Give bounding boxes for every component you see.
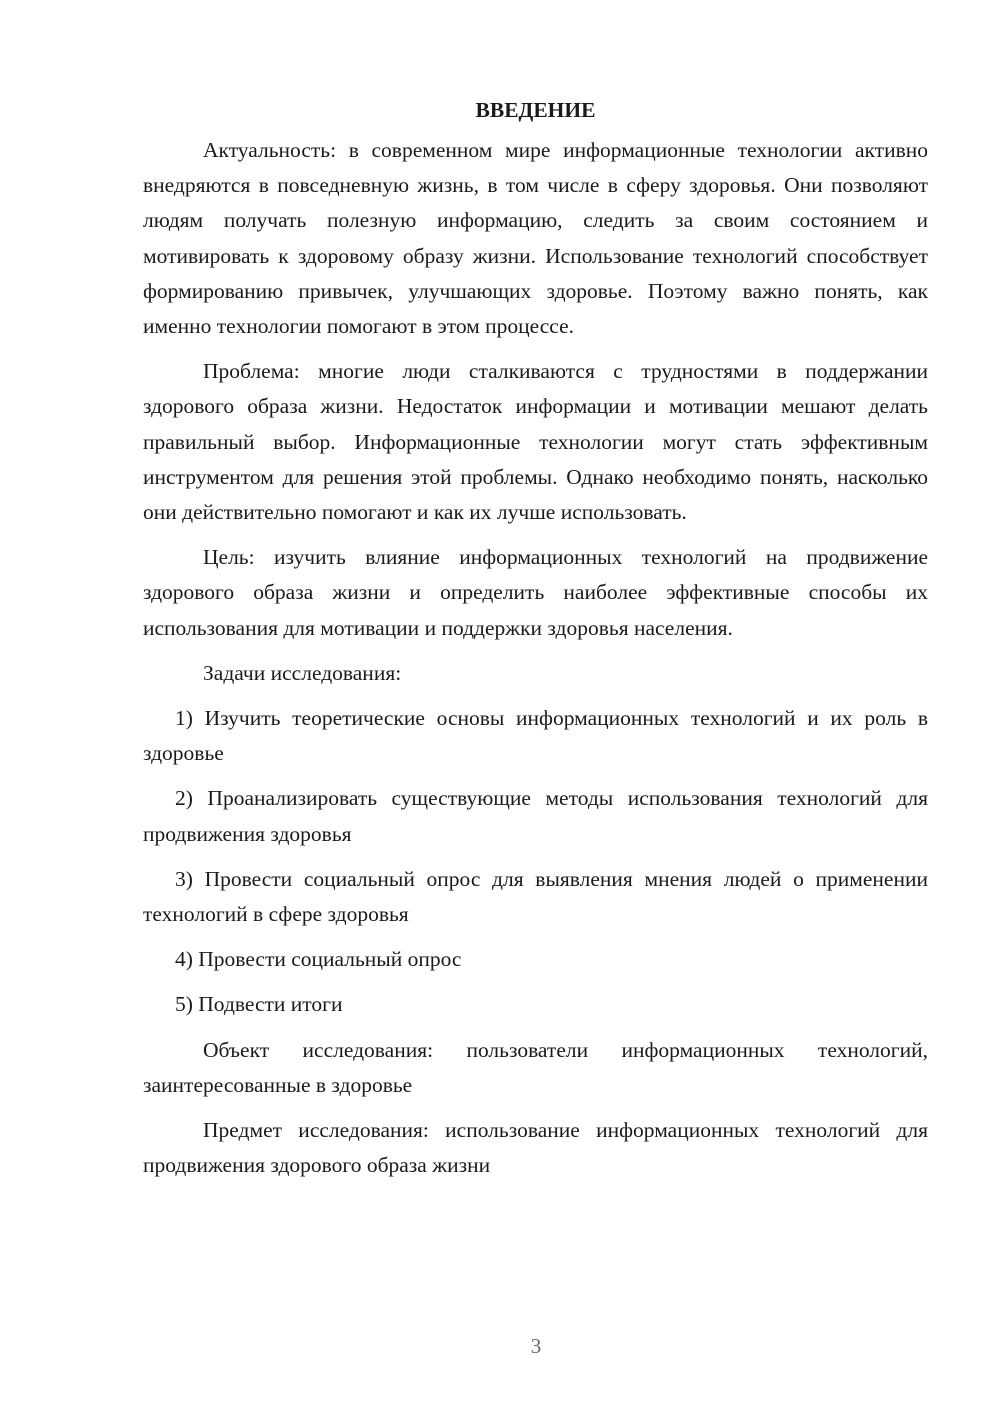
task-item-3: 3) Провести социальный опрос для выявления мнения людей о применении технологий в сфере здоровья: [143, 866, 928, 927]
subject-paragraph: Предмет исследования: использование информационных технологий для продвижения здорового образа жизни: [143, 1118, 928, 1178]
relevance-paragraph: Актуальность: в современном мире информационные технологии активно внедряются в повседневную жизнь, в том числе в сферу здоровья. Они позволяют людям получать полезную информацию, следить за своим состоянием и мотивировать к здоровому образу жизни. Использование технологий способствует формированию привычек, улучшающих здоровье. Поэтому важно понять, как именно технологии помогают в этом процессе.: [143, 138, 928, 339]
page-title: ВВЕДЕНИЕ: [475, 98, 596, 122]
document-page: [143, 88, 928, 1193]
task-item-4: 4) Провести социальный опрос: [175, 947, 462, 972]
task-item-2: 2) Проанализировать существующие методы использования технологий для продвижения здоровья: [143, 786, 928, 846]
goal-paragraph: Цель: изучить влияние информационных технологий на продвижение здорового образа жизни и определить наиболее эффективные способы их использования для мотивации и поддержки здоровья населения.: [143, 545, 928, 640]
object-paragraph: Объект исследования: пользователи информационных технологий, заинтересованные в здоровье: [143, 1037, 928, 1097]
problem-paragraph: Проблема: многие люди сталкиваются с трудностями в поддержании здорового образа жизни. Недостаток информации и мотивации мешают делать правильный выбор. Информационные технологии могут стать эффективным инструментом для решения этой проблемы. Однако необходимо понять, насколько они действительно помогают и как их лучше использовать.: [143, 359, 928, 525]
tasks-heading: Задачи исследования:: [203, 660, 402, 685]
task-item-5: 5) Подвести итоги: [175, 992, 343, 1017]
task-item-1: 1) Изучить теоретические основы информационных технологий и их роль в здоровье: [143, 706, 928, 766]
page-number: 3: [530, 1334, 542, 1358]
